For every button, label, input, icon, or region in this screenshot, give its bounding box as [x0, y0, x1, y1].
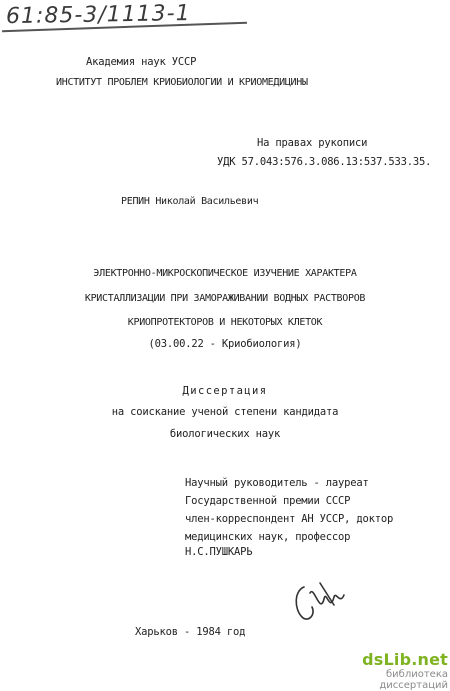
academy-name: Академия наук УССР — [86, 56, 197, 68]
signature-icon — [290, 575, 350, 625]
title-line-3: КРИОПРОТЕКТОРОВ И НЕКОТОРЫХ КЛЕТОК — [127, 317, 323, 328]
place-year: Харьков - 1984 год — [135, 626, 246, 638]
degree-line-2: биологических наук — [169, 428, 281, 440]
supervisor-line-4: медицинских наук, профессор — [185, 531, 351, 543]
supervisor-line-1: Научный руководитель - лауреат — [185, 477, 369, 489]
supervisor-line-3: член-корреспондент АН УССР, доктор — [185, 513, 394, 525]
manuscript-rights: На правах рукописи — [257, 137, 368, 149]
watermark-subtitle: библиотека диссертаций — [379, 669, 448, 691]
specialty-code: (03.00.22 - Криобиология) — [148, 338, 302, 350]
title-line-2: КРИСТАЛЛИЗАЦИИ ПРИ ЗАМОРАЖИВАНИИ ВОДНЫХ РАСТВОРОВ — [84, 293, 366, 304]
supervisor-line-2: Государственной премии СССР — [185, 495, 351, 507]
degree-line-1: на соискание ученой степени кандидата — [111, 406, 339, 418]
supervisor-name: Н.С.ПУШКАРЬ — [185, 546, 253, 558]
dissertation-label: Диссертация — [182, 385, 268, 397]
title-line-1: ЭЛЕКТРОННО-МИКРОСКОПИЧЕСКОЕ ИЗУЧЕНИЕ ХАРАКТЕРА — [93, 268, 357, 279]
watermark-site: dsLib.net — [362, 650, 448, 669]
author-name: РЕПИН Николай Васильевич — [121, 196, 259, 207]
archive-number-handwritten: 61:85-3/1113-1 — [5, 0, 191, 30]
dslib-watermark-logo[interactable] — [344, 650, 448, 691]
udc-code: УДК 57.043:576.3.086.13:537.533.35. — [217, 156, 432, 168]
institute-name: ИНСТИТУТ ПРОБЛЕМ КРИОБИОЛОГИИ И КРИОМЕДИЦИНЫ — [56, 77, 308, 88]
